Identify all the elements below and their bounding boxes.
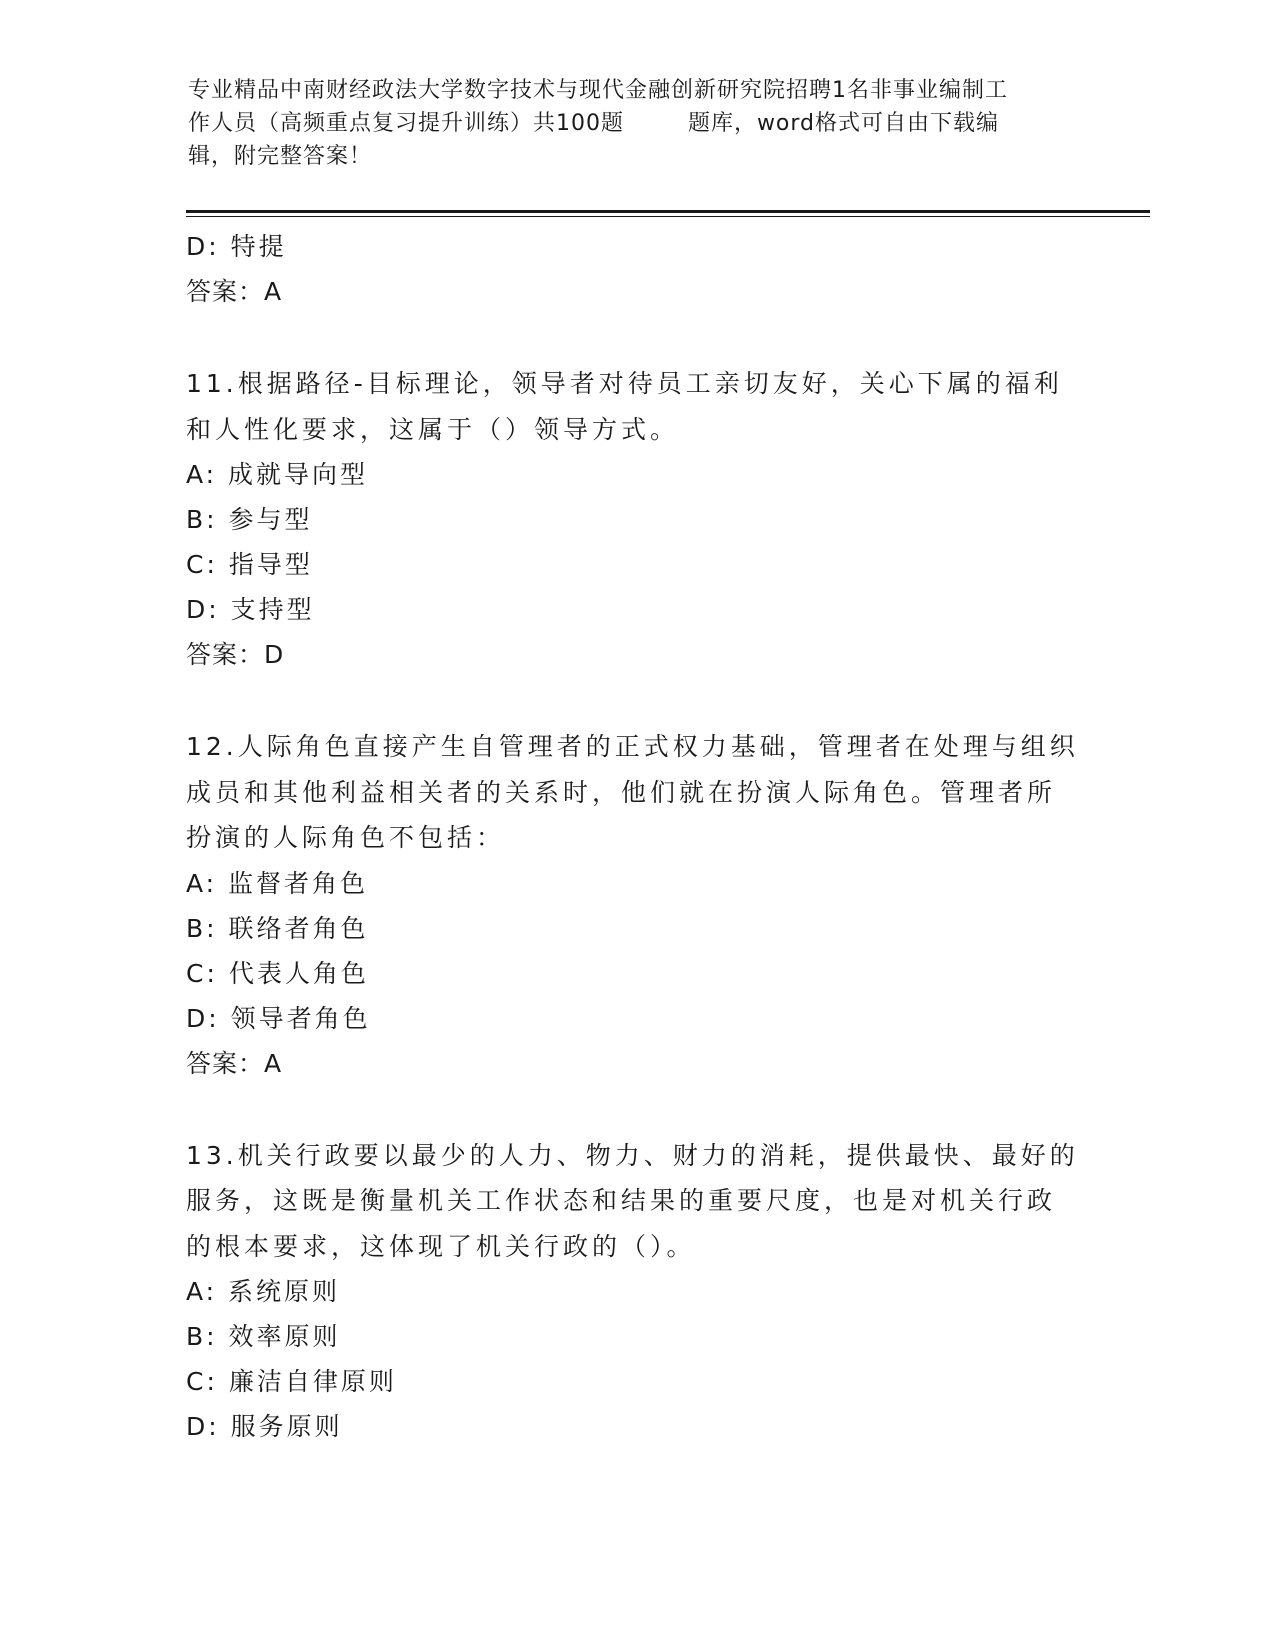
option-d: D: 领导者角色 [186, 1003, 371, 1033]
stem-line: 的根本要求，这体现了机关行政的（）。 [186, 1231, 696, 1261]
stem-line: 成员和其他利益相关者的关系时，他们就在扮演人际角色。管理者所 [186, 777, 1057, 807]
header-line: 专业精品中南财经政法大学数字技术与现代金融创新研究院招聘1名非事业编制工 [188, 78, 1008, 103]
question-stem [186, 1133, 1086, 1270]
stem-line: 服务，这既是衡量机关工作状态和结果的重要尺度，也是对机关行政 [186, 1186, 1057, 1215]
option-d: D: 特提 [186, 232, 287, 261]
option-d: D: 服务原则 [186, 1412, 343, 1441]
option-a: A: 成就导向型 [186, 460, 369, 489]
header-divider-thin [186, 216, 1150, 217]
option-c: C: 廉洁自律原则 [186, 1367, 397, 1396]
question-stem [186, 724, 1086, 861]
question-content [186, 224, 1086, 1449]
option-b: B: 效率原则 [186, 1322, 341, 1351]
option-b: B: 联络者角色 [186, 913, 369, 943]
stem-line: 13.机关行政要以最少的人力、物力、财力的消耗，提供最快、最好的 [186, 1140, 1079, 1170]
question-11 [186, 361, 1086, 677]
option-a: A: 监督者角色 [186, 868, 369, 898]
answer: 答案：A [186, 277, 283, 306]
option-b: B: 参与型 [186, 505, 313, 534]
stem-line: 11.根据路径-目标理论，领导者对待员工亲切友好，关心下属的福利 [186, 369, 1063, 398]
question-13 [186, 1133, 1086, 1450]
option-c: C: 指导型 [186, 550, 313, 579]
spacer [186, 677, 1086, 724]
option-a: A: 系统原则 [186, 1277, 341, 1306]
stem-line: 12.人际角色直接产生自管理者的正式权力基础，管理者在处理与组织 [186, 732, 1079, 761]
spacer [186, 1086, 1086, 1133]
answer: 答案：D [186, 640, 285, 669]
option-c: C: 代表人角色 [186, 958, 369, 988]
stem-line: 和人性化要求，这属于（）领导方式。 [186, 414, 680, 444]
header-line: 作人员（高频重点复习提升训练）共100题 题库，word格式可自由下载编 [188, 111, 1000, 136]
spacer [186, 314, 1086, 361]
stem-line: 扮演的人际角色不包括： [186, 823, 506, 852]
page-header [188, 74, 1088, 173]
header-divider-thick [186, 210, 1150, 213]
header-line: 辑，附完整答案！ [188, 144, 373, 169]
option-d: D: 支持型 [186, 595, 315, 624]
question-12 [186, 724, 1086, 1086]
question-stem [186, 361, 1086, 452]
answer: 答案：A [186, 1048, 283, 1078]
